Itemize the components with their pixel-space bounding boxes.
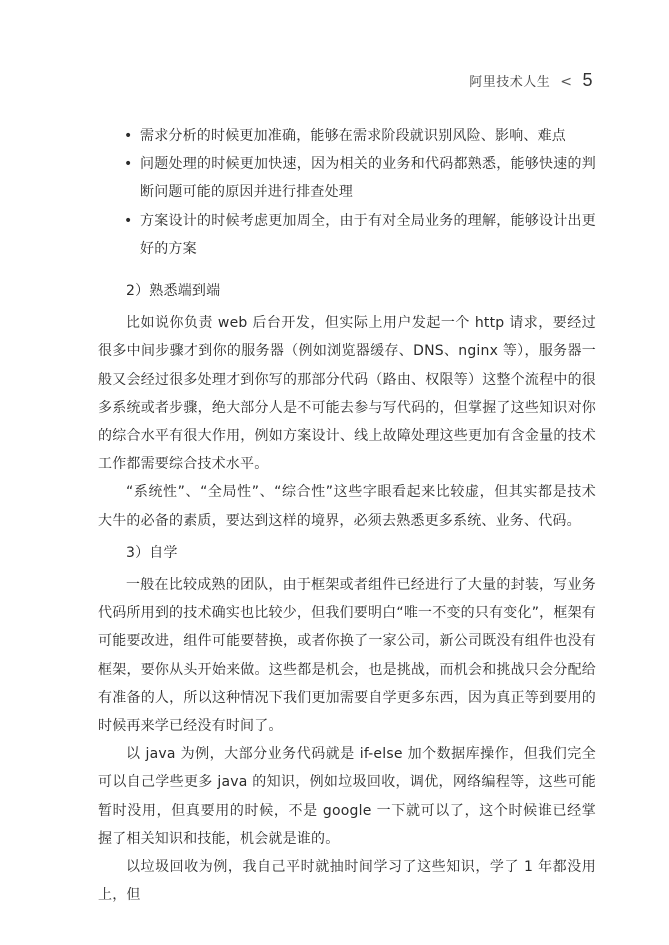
paragraph: “系统性”、“全局性”、“综合性”这些字眼看起来比较虚，但其实都是技术大牛的必备的素质，要达到这样的境界，必须去熟悉更多系统、业务、代码。: [98, 484, 596, 529]
bullet-dot-icon: •: [124, 212, 133, 229]
section-heading: 2）熟悉端到端: [126, 283, 221, 300]
bullet-item: [126, 122, 596, 150]
paragraph: 以 java 为例，大部分业务代码就是 if-else 加个数据库操作，但我们完全可以自己学些更多 java 的知识，例如垃圾回收，调优，网络编程等，这些可能暂时没用，但真要用的时候，不是 google 一下就可以了，这个时候谁已经掌握了相关知识和技能，机会就是谁的。: [98, 746, 596, 847]
bullet-list: [98, 122, 596, 263]
bullet-dot-icon: •: [124, 156, 133, 173]
page-body: [98, 122, 596, 909]
paragraph: 一般在比较成熟的团队，由于框架或者组件已经进行了大量的封装，写业务代码所用到的技术确实也比较少，但我们要明白“唯一不变的只有变化”，框架有可能要改进，组件可能要替换，或者你换了一家公司，新公司既没有组件也没有框架，要你从头开始来做。这些都是机会，也是挑战，而机会和挑战只会分配给有准备的人，所以这种情况下我们更加需要自学更多东西，因为真正等到要用的时候再来学已经没有时间了。: [98, 577, 596, 735]
header-separator: <: [560, 74, 573, 90]
header-title: 阿里技术人生: [469, 75, 551, 90]
bullet-dot-icon: •: [124, 128, 133, 144]
bullet-item: [126, 150, 596, 206]
bullet-item: [126, 207, 596, 263]
section-heading: 3）自学: [126, 544, 178, 561]
page-number: 5: [582, 70, 593, 90]
bullet-text: 问题处理的时候更加快速，因为相关的业务和代码都熟悉，能够快速的判断问题可能的原因并进行排查处理: [140, 156, 596, 201]
bullet-text: 需求分析的时候更加准确，能够在需求阶段就识别风险、影响、难点: [140, 128, 566, 144]
running-header: [469, 70, 593, 91]
paragraph: 比如说你负责 web 后台开发，但实际上用户发起一个 http 请求，要经过很多中间步骤才到你的服务器（例如浏览器缓存、DNS、nginx 等），服务器一般又会经过很多处理才到你写的那部分代码（路由、权限等）这整个流程中的很多系统或者步骤，绝大部分人是不可能去参与写代码的，但掌握了这些知识对你的综合水平有很大作用，例如方案设计、线上故障处理这些更加有含金量的技术工作都需要综合技术水平。: [98, 315, 596, 473]
paragraph: 以垃圾回收为例，我自己平时就抽时间学习了这些知识，学了 1 年都没用上，但: [98, 859, 596, 904]
bullet-text: 方案设计的时候考虑更加周全，由于有对全局业务的理解，能够设计出更好的方案: [140, 212, 596, 257]
